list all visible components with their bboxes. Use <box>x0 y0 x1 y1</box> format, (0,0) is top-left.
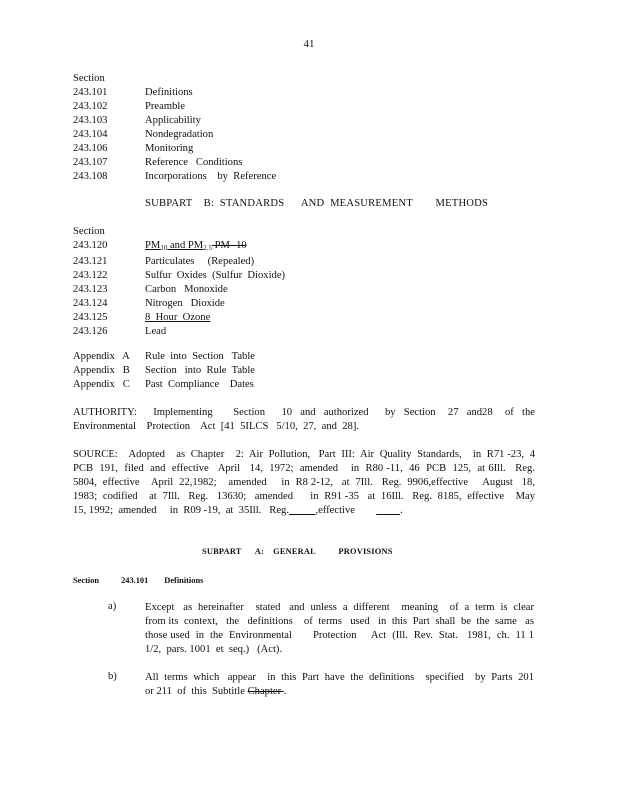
item-a-label: a) <box>108 601 117 612</box>
section-heading-line: Section 243.101 Definitions <box>73 576 204 585</box>
toc-row: 243.120 $PM_{10}$ and $PM_{2.5}$ PM -10 <box>73 240 247 252</box>
struck-chapter: Chapter <box>247 686 284 697</box>
appendix-row: Appendix A Rule into Section Table <box>73 351 255 362</box>
toc-row: 243.121 Particulates (Repealed) <box>73 256 255 267</box>
toc-row: 243.103 Applicability <box>73 115 201 126</box>
toc-row: 243.101 Definitions <box>73 87 193 98</box>
toc-row: 243.107 Reference Conditions <box>73 157 243 168</box>
toc-row: 243.122 Sulfur Oxides (Sulfur Dioxide) <box>73 270 286 281</box>
section-list-heading: Section <box>73 73 105 84</box>
subpart-b-heading: SUBPART B: STANDARDS AND MEASUREMENT METHODS <box>145 198 489 209</box>
blank-line <box>376 505 400 516</box>
appendix-row: Appendix B Section into Rule Table <box>73 365 255 376</box>
item-a-text: Except as hereinafter stated and unless a different meaning of a term is clear from its context, the definitions of terms used in this Part shall be the same as those used in the Environmental Protection Act (Ill. Rev. Stat. 1981, ch. 11 1 1/2, pars. 1001 et seq.) (Act). <box>145 602 540 655</box>
section-list-heading: Section <box>73 226 105 237</box>
item-b-text: All terms which appear in this Part have the definitions specified by Parts 201 or 211 of this Subtitle Chapter . <box>145 672 540 697</box>
toc-row: 243.124 Nitrogen Dioxide <box>73 298 225 309</box>
toc-row: 243.123 Carbon Monoxide <box>73 284 228 295</box>
item-b-label: b) <box>108 671 117 682</box>
authority-note: AUTHORITY: Implementing Section 10 and authorized by Section 27 and28 of the Environmental Protection Act [41 5ILCS 5/10, 27, and 28]. <box>73 407 538 432</box>
toc-row: 243.102 Preamble <box>73 101 186 112</box>
section-list-standards <box>73 225 285 339</box>
appendix-row: Appendix C Past Compliance Dates <box>73 379 254 390</box>
toc-row: 243.126 Lead <box>73 326 167 337</box>
pm10-label: $PM_{10}$ and $PM_{2.5}$ <box>145 240 212 252</box>
page-number: 41 <box>303 38 315 50</box>
toc-row: 243.125 8 Hour Ozone <box>73 312 211 323</box>
subpart-a-heading: SUBPART A: GENERAL PROVISIONS <box>202 547 393 556</box>
toc-row: 243.106 Monitoring <box>73 143 194 154</box>
appendix-list <box>73 350 255 392</box>
toc-row: 243.108 Incorporations by Reference <box>73 171 277 182</box>
blank-line <box>289 505 315 516</box>
struck-pm10: PM -10 <box>211 240 247 251</box>
section-list-general <box>73 72 276 184</box>
source-note: SOURCE: Adopted as Chapter 2: Air Pollution, Part III: Air Quality Standards, in R71 -23, 4 PCB 191, filed and effective April 14, 1972; amended in R80 -11, 46 PCB 125, at 6Ill. Reg. 5804, effective April 22,1982; amended in R8 2-12, at 7Ill. Reg. 9906,effective August 18, 1983; codified at 7Ill. Reg. 13630; amended in R91 -35 at 16Ill. Reg. 8185, effective May 15, 1992; amended in R09 -19, at 35Ill. Reg. ,effective . <box>73 449 541 516</box>
toc-row: 243.104 Nondegradation <box>73 129 214 140</box>
